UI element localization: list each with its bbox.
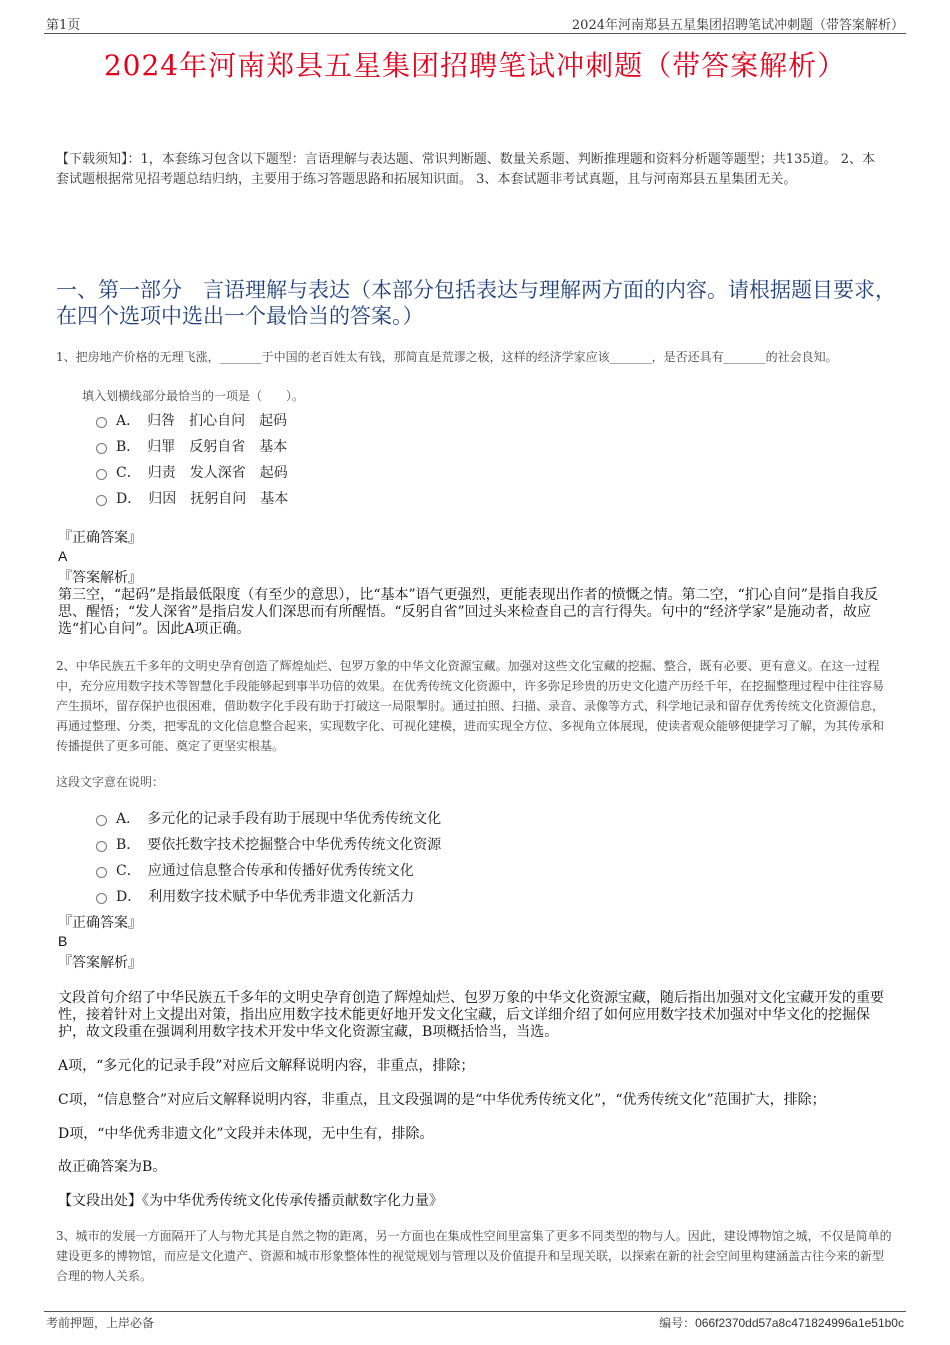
- radio-icon[interactable]: [96, 469, 107, 480]
- q2-source: 【文段出处】《为中华优秀传统文化传承传播贡献数字化力量》: [58, 1193, 443, 1209]
- section-heading: 一、第一部分 言语理解与表达（本部分包括表达与理解两方面的内容。请根据题目要求，在四个选项中选出一个最恰当的答案。）: [56, 278, 896, 328]
- page-title: 2024年河南郑县五星集团招聘笔试冲刺题（带答案解析）: [103, 49, 847, 82]
- q2-option-b[interactable]: B． 要依托数字技术挖掘整合中华优秀传统文化资源: [96, 834, 441, 854]
- q2-analysis-label: 『答案解析』: [58, 955, 142, 971]
- q1-correct-answer-label: 『正确答案』: [58, 530, 142, 546]
- q1-analysis: 第三空，“起码”是指最低限度（有至少的意思），比“基本”语气更强烈，更能表现出作者的愤慨之情。第二空，“扪心自问”是指自我反思、醒悟；“发人深省”是指启发人们深思而有所醒悟。“反躬自省”回过头来检查自己的言行得失。句中的“经济学家”是施动者，故应选“扪心自问”。因此A项正确。: [58, 587, 878, 637]
- q2-option-a[interactable]: A． 多元化的记录手段有助于展现中华优秀传统文化: [96, 808, 441, 828]
- q1-option-a[interactable]: A． 归咎 扪心自问 起码: [96, 410, 287, 430]
- footer-slogan: 考前押题，上岸必备: [46, 1316, 155, 1330]
- radio-icon[interactable]: [96, 841, 107, 852]
- q2-analysis-option-c: C项，“信息整合”对应后文解释说明内容，非重点，且文段强调的是“中华优秀传统文化”，“优秀传统文化”范围扩大，排除；: [58, 1092, 826, 1108]
- radio-icon[interactable]: [96, 417, 107, 428]
- document-id: 编号：066f2370dd57a8c471824996a1e51b0c: [659, 1316, 904, 1330]
- q1-option-c[interactable]: C． 归责 发人深省 起码: [96, 462, 288, 482]
- running-title: 2024年河南郑县五星集团招聘笔试冲刺题（带答案解析）: [571, 18, 904, 33]
- q2-analysis-option-a: A项，“多元化的记录手段”对应后文解释说明内容，非重点，排除；: [58, 1058, 475, 1074]
- question-1-stem: 1、把房地产价格的无理飞涨，_______于中国的老百姓太有钱，那简直是荒谬之极，这样的经济学家应该_______，是否还具有_______的社会良知。: [56, 350, 838, 364]
- q2-option-d[interactable]: D． 利用数字技术赋予中华优秀非遗文化新活力: [96, 886, 414, 906]
- footer-divider: [44, 1311, 906, 1312]
- radio-icon[interactable]: [96, 495, 107, 506]
- question-3-stem: 3、城市的发展一方面隔开了人与物尤其是自然之物的距离，另一方面也在集成性空间里富集了更多不同类型的物与人。因此，建设博物馆之城，不仅是简单的建设更多的博物馆，而应是文化遗产、资源和城市形象整体性的视觉规划与管理以及价值提升和呈现关联，以探索在新的社会空间里构建涵盖古往今来的新型合理的物人关系。: [56, 1229, 892, 1283]
- radio-icon[interactable]: [96, 893, 107, 904]
- radio-icon[interactable]: [96, 443, 107, 454]
- q2-correct-answer-label: 『正确答案』: [58, 915, 142, 931]
- page-number: 第1页: [46, 18, 81, 33]
- question-2-prompt: 这段文字意在说明：: [56, 775, 165, 789]
- q2-analysis-option-d: D项，“中华优秀非遗文化”文段并未体现，无中生有，排除。: [58, 1126, 434, 1142]
- q1-analysis-label: 『答案解析』: [58, 570, 142, 586]
- radio-icon[interactable]: [96, 867, 107, 878]
- q1-option-d[interactable]: D． 归因 抚躬自问 基本: [96, 488, 288, 508]
- q1-option-b[interactable]: B． 归罪 反躬自省 基本: [96, 436, 287, 456]
- q2-answer: B: [58, 933, 68, 949]
- question-1-prompt: 填入划横线部分最恰当的一项是（ ）。: [82, 389, 305, 403]
- q1-answer: A: [58, 548, 68, 564]
- download-notice: 【下载须知】：1，本套练习包含以下题型：言语理解与表达题、常识判断题、数量关系题、判断推理题和资料分析题等题型；共135道。 2、本套试题根据常见招考题总结归纳，主要用于练习答题思路和拓展知识面。 3、本套试题非考试真题，且与河南郑县五星集团无关。: [56, 152, 875, 187]
- header-divider: [44, 33, 906, 34]
- q2-conclusion: 故正确答案为B。: [58, 1159, 167, 1175]
- q2-analysis-summary: 文段首句介绍了中华民族五千多年的文明史孕育创造了辉煌灿烂、包罗万象的中华文化资源宝藏，随后指出加强对文化宝藏开发的重要性，接着针对上文提出对策，指出应用数字技术能更好地开发文化宝藏，后文详细介绍了如何应用数字技术加强对中华文化的挖掘保护，故文段重在强调利用数字技术开发中华文化资源宝藏，B项概括恰当，当选。: [58, 990, 884, 1040]
- radio-icon[interactable]: [96, 815, 107, 826]
- question-2-stem: 2、中华民族五千多年的文明史孕育创造了辉煌灿烂、包罗万象的中华文化资源宝藏。加强对这些文化宝藏的挖掘、整合，既有必要、更有意义。在这一过程中，充分应用数字技术等智慧化手段能够起到事半功倍的效果。在优秀传统文化资源中，许多弥足珍贵的历史文化遗产历经千年，在挖掘整理过程中往往容易产生损坏，留存保护也很困难，借助数字化手段有助于打破这一局限掣肘。通过拍照、扫描、录音、录像等方式，科学地记录和留存优秀传统文化资源信息，再通过整理、分类，把零乱的文化信息整合起来，实现数字化、可视化建模，进而实现全方位、多视角立体展现，使读者观众能够便捷学习了解，为其传承和传播提供了更多可能、奠定了更坚实根基。: [56, 659, 885, 753]
- q2-option-c[interactable]: C． 应通过信息整合传承和传播好优秀传统文化: [96, 860, 414, 880]
